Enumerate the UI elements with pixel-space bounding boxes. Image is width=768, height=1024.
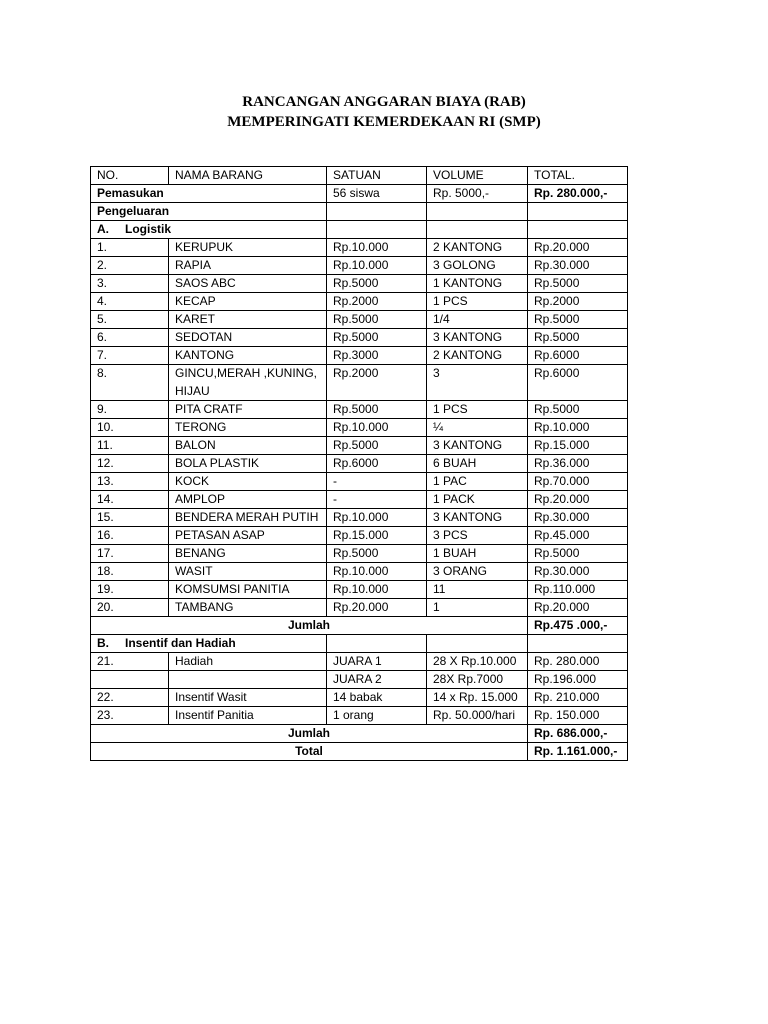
item-satuan: Rp.6000 [327, 455, 427, 473]
item-volume: 1/4 [427, 311, 528, 329]
section-a-heading [91, 221, 327, 239]
item-total: Rp.30.000 [528, 257, 628, 275]
item-satuan: Rp.10.000 [327, 581, 427, 599]
logistik_rows-row [91, 239, 628, 257]
item-total: Rp.30.000 [528, 563, 628, 581]
item-total: Rp.2000 [528, 293, 628, 311]
item-total: Rp.196.000 [528, 671, 628, 689]
logistik_rows-row [91, 257, 628, 275]
item-volume: 3 PCS [427, 527, 528, 545]
jumlah-b-label: Jumlah [91, 725, 528, 743]
empty-cell [427, 221, 528, 239]
item-name: SAOS ABC [169, 275, 327, 293]
section-a-label: Logistik [125, 222, 172, 236]
item-volume: 1 BUAH [427, 545, 528, 563]
item-total: Rp.10.000 [528, 419, 628, 437]
item-name: Insentif Wasit [169, 689, 327, 707]
item-total: Rp.30.000 [528, 509, 628, 527]
item-satuan: Rp.5000 [327, 275, 427, 293]
item-satuan: Rp.10.000 [327, 419, 427, 437]
item-satuan: Rp.10.000 [327, 509, 427, 527]
item-name: TERONG [169, 419, 327, 437]
item-no: 16. [91, 527, 169, 545]
item-name: KECAP [169, 293, 327, 311]
item-total: Rp.5000 [528, 401, 628, 419]
item-satuan: Rp.10.000 [327, 563, 427, 581]
item-satuan: Rp.5000 [327, 329, 427, 347]
item-total: Rp. 150.000 [528, 707, 628, 725]
item-total: Rp.5000 [528, 275, 628, 293]
pemasukan-label: Pemasukan [91, 185, 327, 203]
grand-total-row [91, 743, 628, 761]
empty-cell [427, 635, 528, 653]
section-b-row [91, 635, 628, 653]
item-volume: 1 PAC [427, 473, 528, 491]
item-satuan: 1 orang [327, 707, 427, 725]
item-total: Rp.20.000 [528, 491, 628, 509]
logistik_rows-row [91, 329, 628, 347]
item-satuan: Rp.10.000 [327, 257, 427, 275]
empty-cell [427, 203, 528, 221]
item-volume: 3 KANTONG [427, 509, 528, 527]
hadiah_rows-row [91, 653, 628, 671]
grand-total-label: Total [91, 743, 528, 761]
item-no: 2. [91, 257, 169, 275]
logistik_rows-row [91, 455, 628, 473]
item-no: 15. [91, 509, 169, 527]
item-name: BENANG [169, 545, 327, 563]
item-volume: 14 x Rp. 15.000 [427, 689, 528, 707]
item-no: 6. [91, 329, 169, 347]
logistik_rows-row [91, 473, 628, 491]
item-no: 23. [91, 707, 169, 725]
jumlah-b-total: Rp. 686.000,- [528, 725, 628, 743]
item-name: BOLA PLASTIK [169, 455, 327, 473]
item-volume: ¼ [427, 419, 528, 437]
item-total: Rp. 210.000 [528, 689, 628, 707]
item-satuan: Rp.5000 [327, 311, 427, 329]
section-a-row [91, 221, 628, 239]
header-row [91, 167, 628, 185]
item-satuan: Rp.10.000 [327, 239, 427, 257]
item-total: Rp.36.000 [528, 455, 628, 473]
item-name: GINCU,MERAH ,KUNING, HIJAU [169, 365, 327, 401]
logistik_rows-row [91, 581, 628, 599]
item-no: 4. [91, 293, 169, 311]
item-satuan: JUARA 1 [327, 653, 427, 671]
item-satuan: - [327, 491, 427, 509]
item-total: Rp.15.000 [528, 437, 628, 455]
item-no: 20. [91, 599, 169, 617]
item-satuan: Rp.3000 [327, 347, 427, 365]
logistik_rows-row [91, 491, 628, 509]
item-volume: 3 KANTONG [427, 437, 528, 455]
item-satuan: Rp.2000 [327, 293, 427, 311]
item-satuan: 14 babak [327, 689, 427, 707]
item-no: 17. [91, 545, 169, 563]
item-no: 14. [91, 491, 169, 509]
item-no: 22. [91, 689, 169, 707]
item-volume: 1 KANTONG [427, 275, 528, 293]
logistik_rows-row [91, 419, 628, 437]
jumlah-b-row [91, 725, 628, 743]
empty-cell [528, 203, 628, 221]
empty-cell [528, 221, 628, 239]
budget-table-body [91, 167, 628, 761]
item-satuan: Rp.5000 [327, 401, 427, 419]
item-volume: 1 PCS [427, 401, 528, 419]
item-volume: 3 GOLONG [427, 257, 528, 275]
logistik_rows-row [91, 365, 628, 401]
empty-cell [327, 203, 427, 221]
logistik_rows-row [91, 401, 628, 419]
empty-cell [327, 221, 427, 239]
item-satuan: Rp.20.000 [327, 599, 427, 617]
section-b-heading [91, 635, 327, 653]
item-volume: 1 [427, 599, 528, 617]
item-satuan: Rp.15.000 [327, 527, 427, 545]
item-name: AMPLOP [169, 491, 327, 509]
item-no: 3. [91, 275, 169, 293]
section-a-letter: A. [97, 222, 109, 236]
item-name: KOCK [169, 473, 327, 491]
item-name: WASIT [169, 563, 327, 581]
hadiah_rows-row [91, 707, 628, 725]
item-no: 1. [91, 239, 169, 257]
pemasukan-row [91, 185, 628, 203]
item-name: RAPIA [169, 257, 327, 275]
item-volume: 6 BUAH [427, 455, 528, 473]
hadiah_rows-row [91, 671, 628, 689]
item-total: Rp.20.000 [528, 239, 628, 257]
item-name: KOMSUMSI PANITIA [169, 581, 327, 599]
item-name: PETASAN ASAP [169, 527, 327, 545]
budget-table [90, 166, 628, 761]
item-name [169, 671, 327, 689]
pemasukan-volume: Rp. 5000,- [427, 185, 528, 203]
item-name: Hadiah [169, 653, 327, 671]
logistik_rows-row [91, 509, 628, 527]
item-no: 12. [91, 455, 169, 473]
item-no [91, 671, 169, 689]
document-title-line2: MEMPERINGATI KEMERDEKAAN RI (SMP) [227, 114, 541, 130]
item-name: KERUPUK [169, 239, 327, 257]
item-total: Rp.6000 [528, 365, 628, 401]
item-volume: Rp. 50.000/hari [427, 707, 528, 725]
item-no: 13. [91, 473, 169, 491]
logistik_rows-row [91, 599, 628, 617]
item-total: Rp.45.000 [528, 527, 628, 545]
item-no: 11. [91, 437, 169, 455]
logistik_rows-row [91, 275, 628, 293]
item-total: Rp.70.000 [528, 473, 628, 491]
hadiah_rows-row [91, 689, 628, 707]
logistik_rows-row [91, 311, 628, 329]
item-no: 18. [91, 563, 169, 581]
section-b-letter: B. [97, 636, 109, 650]
item-volume: 1 PCS [427, 293, 528, 311]
item-satuan: Rp.5000 [327, 545, 427, 563]
item-volume: 2 KANTONG [427, 347, 528, 365]
section-b-label: Insentif dan Hadiah [125, 636, 236, 650]
item-satuan: Rp.2000 [327, 365, 427, 401]
item-volume: 11 [427, 581, 528, 599]
item-no: 10. [91, 419, 169, 437]
logistik_rows-row [91, 293, 628, 311]
pengeluaran-label: Pengeluaran [91, 203, 327, 221]
item-name: BENDERA MERAH PUTIH [169, 509, 327, 527]
item-total: Rp.5000 [528, 545, 628, 563]
logistik_rows-row [91, 563, 628, 581]
item-satuan: - [327, 473, 427, 491]
empty-cell [528, 635, 628, 653]
item-name: PITA CRATF [169, 401, 327, 419]
header-no: NO. [91, 167, 169, 185]
item-volume: 28 X Rp.10.000 [427, 653, 528, 671]
empty-cell [327, 635, 427, 653]
item-total: Rp.6000 [528, 347, 628, 365]
item-total: Rp. 280.000 [528, 653, 628, 671]
header-nama-barang: NAMA BARANG [169, 167, 327, 185]
item-no: 9. [91, 401, 169, 419]
item-volume: 3 ORANG [427, 563, 528, 581]
logistik_rows-row [91, 527, 628, 545]
item-volume: 1 PACK [427, 491, 528, 509]
logistik_rows-row [91, 545, 628, 563]
item-name: Insentif Panitia [169, 707, 327, 725]
item-name: KANTONG [169, 347, 327, 365]
header-total: TOTAL. [528, 167, 628, 185]
document-title-line1: RANCANGAN ANGGARAN BIAYA (RAB) [242, 94, 526, 110]
item-total: Rp.20.000 [528, 599, 628, 617]
header-satuan: SATUAN [327, 167, 427, 185]
item-total: Rp.5000 [528, 311, 628, 329]
item-satuan: JUARA 2 [327, 671, 427, 689]
jumlah-a-label: Jumlah [91, 617, 528, 635]
item-no: 19. [91, 581, 169, 599]
item-volume: 3 KANTONG [427, 329, 528, 347]
item-volume: 2 KANTONG [427, 239, 528, 257]
logistik_rows-row [91, 437, 628, 455]
jumlah-a-total: Rp.475 .000,- [528, 617, 628, 635]
item-name: KARET [169, 311, 327, 329]
item-name: BALON [169, 437, 327, 455]
pemasukan-total: Rp. 280.000,- [528, 185, 628, 203]
item-name: SEDOTAN [169, 329, 327, 347]
pengeluaran-row [91, 203, 628, 221]
pemasukan-satuan: 56 siswa [327, 185, 427, 203]
item-name: TAMBANG [169, 599, 327, 617]
item-no: 21. [91, 653, 169, 671]
item-no: 5. [91, 311, 169, 329]
item-total: Rp.110.000 [528, 581, 628, 599]
item-volume: 3 [427, 365, 528, 401]
item-no: 8. [91, 365, 169, 401]
grand-total-value: Rp. 1.161.000,- [528, 743, 628, 761]
item-no: 7. [91, 347, 169, 365]
item-satuan: Rp.5000 [327, 437, 427, 455]
logistik_rows-row [91, 347, 628, 365]
item-total: Rp.5000 [528, 329, 628, 347]
header-volume: VOLUME [427, 167, 528, 185]
jumlah-a-row [91, 617, 628, 635]
item-volume: 28X Rp.7000 [427, 671, 528, 689]
